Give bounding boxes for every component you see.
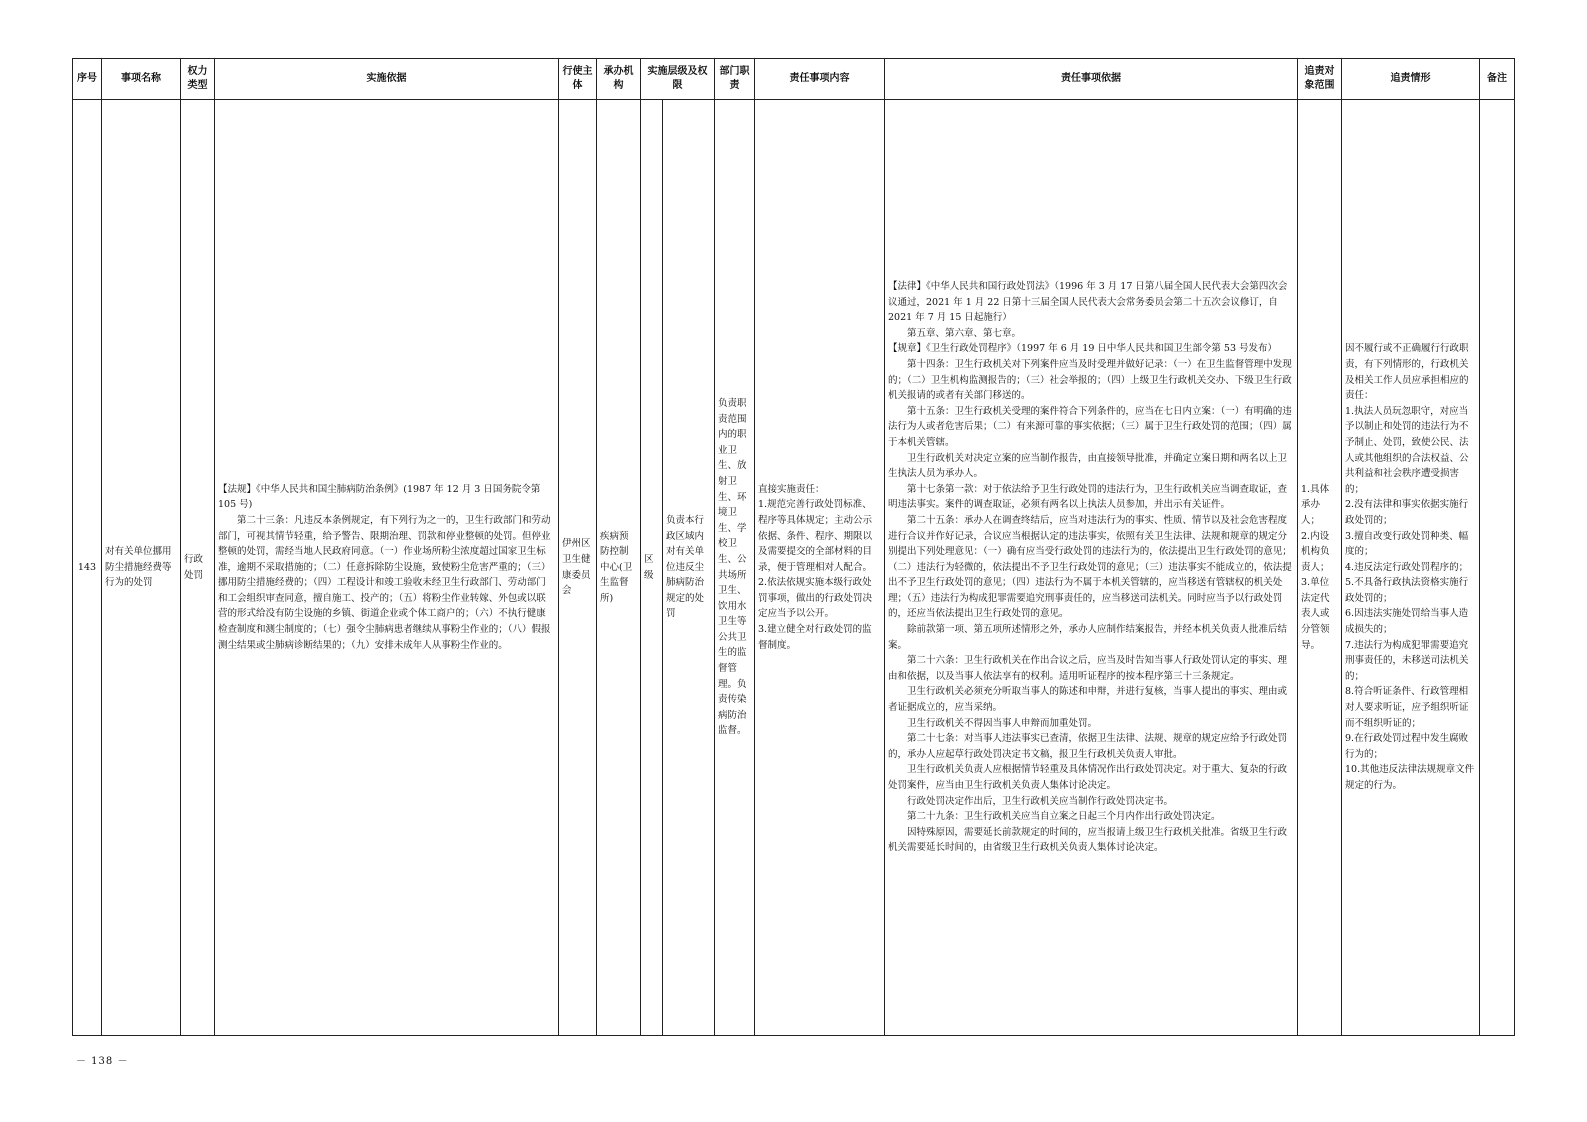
header-resp-content: 责任事项内容 (755, 59, 885, 100)
situation-line: 10.其他违反法律法规规章文件规定的行为。 (1345, 764, 1475, 792)
cell-resp-content (755, 100, 885, 1036)
resp-basis-line: 第十四条：卫生行政机关对下列案件应当及时受理并做好记录：（一）在卫生监督管理中发现的；（二）卫生机构监测报告的；（三）社会举报的；（四）上级卫生行政机关交办、下级卫生行政机关报请的或者有关部门移送的。 (888, 358, 1292, 402)
header-resp-basis: 责任事项依据 (885, 59, 1298, 100)
cell-seq: 143 (73, 100, 102, 1036)
resp-basis-line: 【法律】《中华人民共和国行政处罚法》（1996 年 3 月 17 日第八届全国人民代表大会第四次会议通过，2021 年 1 月 22 日第十三届全国人民代表大会常务委员会第二十五次会议修订，自 2021 年 7 月 15 日起施行） (888, 281, 1288, 324)
header-item-name: 事项名称 (102, 59, 181, 100)
resp-content-line: 1.规范完善行政处罚标准、程序等具体规定；主动公示依据、条件、程序、期限以及需要提交的全部材料的目录，便于管理相对人配合。 (758, 499, 873, 573)
resp-content-line: 直接实施责任： (758, 483, 825, 495)
cell-handler: 疾病预防控制中心(卫生监督所) (597, 100, 641, 1036)
header-remark: 备注 (1480, 59, 1515, 100)
cell-level-a: 区级 (641, 100, 663, 1036)
header-handler: 承办机构 (597, 59, 641, 100)
resp-basis-line: 第五章、第六章、第七章。 (907, 327, 1022, 339)
resp-basis-line: 【规章】《卫生行政处罚程序》（1997 年 6 月 19 日中华人民共和国卫生部令第 53 号发布） (888, 343, 1278, 355)
resp-content-line: 3.建立健全对行政处罚的监督制度。 (758, 624, 872, 651)
table-header-row (73, 59, 1515, 100)
basis-line: 第二十三条：凡违反本条例规定，有下列行为之一的，卫生行政部门和劳动部门，可视其情节轻重，给予警告、限期治理、罚款和停业整顿的处罚。但停业整顿的处罚，需经当地人民政府同意。（一）作业场所粉尘浓度超过国家卫生标准，逾期不采取措施的；（二）任意拆除防尘设施，致使粉尘危害严重的；（三）挪用防尘措施经费的；（四）工程设计和竣工验收未经卫生行政部门、劳动部门和工会组织审查同意，擅自施工、投产的；（五）将粉尘作业转嫁、外包或以联营的形式给没有防尘设施的乡镇、街道企业或个体工商户的；（六）不执行健康检查制度和测尘制度的；（七）强令尘肺病患者继续从事粉尘作业的；（八）假报测尘结果或尘肺病诊断结果的；（九）安排未成年人从事粉尘作业的。 (218, 514, 551, 651)
resp-basis-line: 第二十六条：卫生行政机关在作出合议之后，应当及时告知当事人行政处罚认定的事实、理由和依据，以及当事人依法享有的权利。适用听证程序的按本程序第三十三条规定。 (888, 655, 1288, 682)
resp-basis-line: 第二十五条：承办人在调查终结后，应当对违法行为的事实、性质、情节以及社会危害程度进行合议并作好记录，合议应当根据认定的违法事实，依照有关卫生法律、法规和规章的规定分别提出下列处理意见：（一）确有应当受行政处罚的违法行为的，依法提出卫生行政处罚的意见；（二）违法行为轻微的，依法提出不予卫生行政处罚的意见；（三）违法事实不能成立的，依法提出不予卫生行政处罚的意见；（四）违法行为不属于本机关管辖的，应当移送有管辖权的机关处理；（五）违法行为构成犯罪需要追究刑事责任的，应当移送司法机关。同时应当予以行政处罚的，还应当依法提出卫生行政处罚的意见。 (888, 514, 1292, 620)
responsibility-table (72, 58, 1515, 1036)
resp-basis-line: 卫生行政机关负责人应根据情节轻重及具体情况作出行政处罚决定。对于重大、复杂的行政处罚案件，应当由卫生行政机关负责人集体讨论决定。 (888, 764, 1288, 792)
cell-remark (1480, 100, 1515, 1036)
resp-basis-line: 第十五条：卫生行政机关受理的案件符合下列条件的，应当在七日内立案：（一）有明确的违法行为人或者危害后果；（二）有来源可靠的事实依据；（三）属于卫生行政处罚的范围；（四）属于本机关管辖。 (888, 405, 1292, 448)
cell-situation (1342, 100, 1480, 1036)
resp-content-line: 2.依法依规实施本级行政处罚事项，做出的行政处罚决定应当予以公开。 (758, 577, 873, 620)
resp-basis-line: 第二十九条：卫生行政机关应当自立案之日起三个月内作出行政处罚决定。 (907, 811, 1221, 823)
table-row (73, 100, 1515, 1036)
resp-basis-line: 因特殊原因，需要延长前款规定的时间的，应当报请上级卫生行政机关批准。省级卫生行政机关需要延长时间的，由省级卫生行政机关负责人集体讨论决定。 (888, 826, 1288, 854)
header-seq: 序号 (73, 59, 102, 100)
cell-subject: 伊州区卫生健康委员会 (559, 100, 597, 1036)
cell-scope (1298, 100, 1342, 1036)
situation-line: 8.符合听证条件、行政管理相对人要求听证，应予组织听证而不组织听证的； (1345, 686, 1469, 729)
header-power-type: 权力类型 (181, 59, 215, 100)
cell-item-name: 对有关单位挪用防尘措施经费等行为的处罚 (102, 100, 181, 1036)
situation-line: 5.不具备行政执法资格实施行政处罚的； (1345, 577, 1469, 604)
scope-line: 3.单位法定代表人或分管领导。 (1301, 577, 1330, 651)
header-level: 实施层级及权限 (641, 59, 715, 100)
header-situation: 追责情形 (1342, 59, 1480, 100)
basis-line: 【法规】《中华人民共和国尘肺病防治条例》(1987 年 12 月 3 日国务院令第 105 号) (218, 483, 541, 511)
header-subject: 行使主体 (559, 59, 597, 100)
page-number: － 138 － (76, 1056, 129, 1067)
situation-line: 因不履行或不正确履行行政职责，有下列情形的，行政机关及相关工作人员应承担相应的责任： (1345, 343, 1469, 402)
situation-line: 3.擅自改变行政处罚种类、幅度的； (1345, 530, 1469, 558)
resp-basis-line: 卫生行政机关对决定立案的应当制作报告，由直接领导批准，并确定立案日期和两名以上卫生执法人员为承办人。 (888, 452, 1288, 480)
situation-line: 1.执法人员玩忽职守，对应当予以制止和处罚的违法行为不予制止、处罚，致使公民、法人或其他组织的合法权益、公共利益和社会秩序遭受损害的； (1345, 405, 1469, 495)
situation-line: 9.在行政处罚过程中发生腐败行为的； (1345, 733, 1469, 760)
situation-line: 6.因违法实施处罚给当事人造成损失的； (1345, 608, 1469, 636)
resp-basis-line: 卫生行政机关不得因当事人申辩而加重处罚。 (907, 717, 1098, 729)
cell-power-type: 行政处罚 (181, 100, 215, 1036)
cell-duty: 负责职责范围内的职业卫生、放射卫生、环境卫生、学校卫生、公共场所卫生、饮用水卫生等公共卫生的监督管理。负责传染病防治监督。 (715, 100, 755, 1036)
header-duty: 部门职责 (715, 59, 755, 100)
situation-line: 7.违法行为构成犯罪需要追究刑事责任的，未移送司法机关的； (1345, 639, 1469, 682)
situation-line: 2.没有法律和事实依据实施行政处罚的； (1345, 499, 1469, 526)
situation-line: 4.违反法定行政处罚程序的； (1345, 561, 1469, 573)
resp-basis-line: 行政处罚决定作出后，卫生行政机关应当制作行政处罚决定书。 (907, 795, 1174, 807)
resp-basis-line: 除前款第一项、第五项所述情形之外，承办人应制作结案报告，并经本机关负责人批准后结案。 (888, 624, 1288, 651)
scope-line: 1.具体承办人； (1301, 483, 1330, 526)
scope-line: 2.内设机构负责人； (1301, 530, 1330, 573)
resp-basis-line: 卫生行政机关必须充分听取当事人的陈述和申辩，并进行复核，当事人提出的事实、理由或者证据成立的，应当采纳。 (888, 686, 1288, 714)
header-scope: 追责对象范围 (1298, 59, 1342, 100)
cell-level-b: 负责本行政区域内对有关单位违反尘肺病防治规定的处罚 (663, 100, 715, 1036)
cell-basis (215, 100, 559, 1036)
resp-basis-line: 第二十七条：对当事人违法事实已查清，依据卫生法律、法规、规章的规定应给予行政处罚的，承办人应起草行政处罚决定书文稿，报卫生行政机关负责人审批。 (888, 733, 1288, 760)
cell-resp-basis (885, 100, 1298, 1036)
header-basis: 实施依据 (215, 59, 559, 100)
resp-basis-line: 第十七条第一款：对于依法给予卫生行政处罚的违法行为，卫生行政机关应当调查取证，查明违法事实。案件的调查取证，必须有两名以上执法人员参加，并出示有关证件。 (888, 483, 1288, 511)
